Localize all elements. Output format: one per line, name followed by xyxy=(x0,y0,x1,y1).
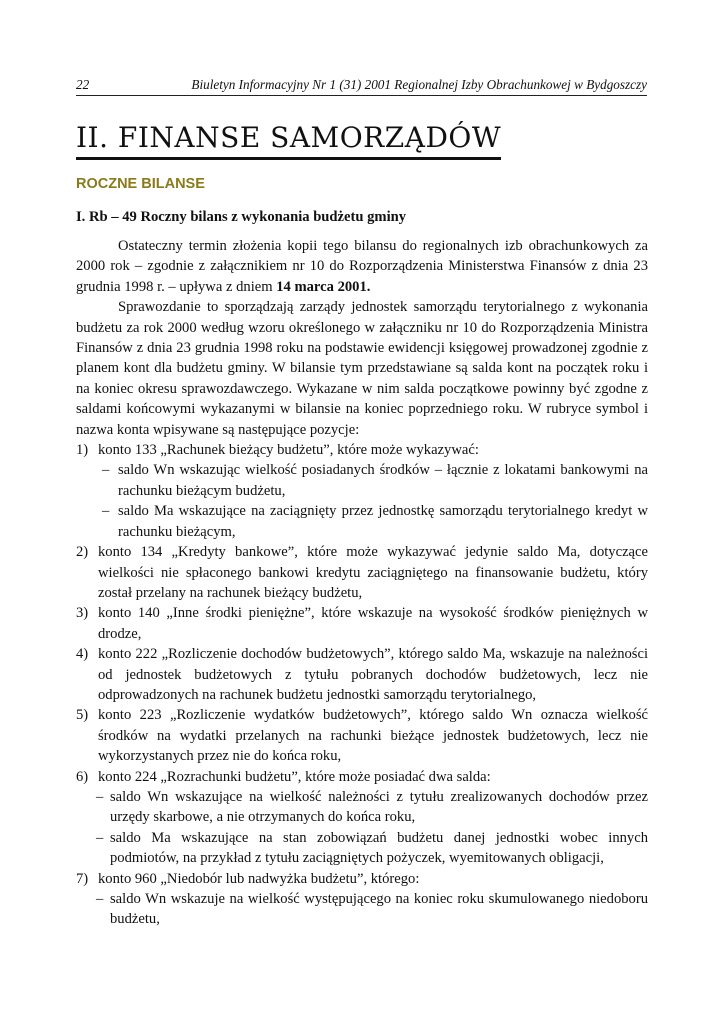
dash-mark: – xyxy=(102,503,110,520)
item-number: 4) xyxy=(76,646,89,663)
dash-mark: – xyxy=(96,891,104,907)
body-text xyxy=(76,236,648,930)
chapter-title: II. FINANSE SAMORZĄDÓW xyxy=(76,121,501,160)
list-item xyxy=(76,705,648,766)
dash-mark: – xyxy=(96,829,104,846)
sub-item-text: saldo Ma wskazujące na zaciągnięty przez jednostkę samorządu terytorialnego kredyt w rachunku bieżącym, xyxy=(118,503,648,540)
item-number: 2) xyxy=(76,544,89,561)
journal-title: Biuletyn Informacyjny Nr 1 (31) 2001 Regionalnej Izby Obrachunkowej w Bydgoszczy xyxy=(191,77,647,92)
paragraph-1-text: Ostateczny termin złożenia kopii tego bilansu do regionalnych izb obrachunkowych za 2000 rok – zgodnie z załącznikiem nr 10 do Rozporządzenia Ministerstwa Finansów z dnia 23 grudnia 1998 r. – upływa z dniem xyxy=(76,238,648,295)
list-item xyxy=(76,644,648,705)
page-number: 22 xyxy=(76,77,90,92)
list-item xyxy=(76,767,648,787)
item-text: konto 960 „Niedobór lub nadwyżka budżetu”, którego: xyxy=(98,870,420,887)
item-text: konto 134 „Kredyty bankowe”, które może wykazywać jedynie saldo Ma, dotyczące wielkości nie spłaconego bankowi kredytu zaciągniętego na finansowanie budżetu, który został przelany na rachunek bieżący budżetu, xyxy=(98,544,648,601)
sub-list-item xyxy=(76,460,648,501)
running-header xyxy=(76,77,647,96)
sub-item-text: saldo Wn wskazujące na wielkość należności z tytułu zrealizowanych dochodów przez urzędy skarbowe, a nie otrzymanych do końca roku, xyxy=(110,788,648,826)
sub-item-text: saldo Ma wskazujące na stan zobowiązań budżetu danej jednostki wobec innych podmiotów, na przykład z tytułu zaciągniętych pożyczek, wyemitowanych obligacji, xyxy=(110,829,648,867)
dash-mark: – xyxy=(96,788,104,805)
section-title: ROCZNE BILANSE xyxy=(76,176,205,192)
sub-list-item xyxy=(76,828,648,869)
item-number: 7) xyxy=(76,870,89,887)
sub-item-text: saldo Wn wskazując wielkość posiadanych środków – łącznie z lokatami bankowymi na rachunku bieżącym budżetu, xyxy=(118,462,648,499)
sub-item-text: saldo Wn wskazuje na wielkość występującego na koniec roku skumulowanego niedoboru budżetu, xyxy=(110,891,648,928)
list-item xyxy=(76,440,648,460)
list-item xyxy=(76,542,648,603)
item-number: 5) xyxy=(76,707,89,724)
item-text: konto 222 „Rozliczenie dochodów budżetowych”, którego saldo Ma, wskazuje na należności od jednostek budżetowych z tytułu pobranych dochodów budżetowych, lecz nie odprowadzonych na rachunek budżetu jednostki samorządu terytorialnego, xyxy=(98,646,648,703)
list-item xyxy=(76,869,648,889)
sub-list-item xyxy=(76,787,648,828)
subheading: I. Rb – 49 Roczny bilans z wykonania budżetu gminy xyxy=(76,209,407,225)
item-number: 6) xyxy=(76,768,89,785)
item-number: 1) xyxy=(76,442,89,459)
sub-list-item xyxy=(76,501,648,542)
paragraph-2: Sprawozdanie to sporządzają zarządy jednostek samorządu terytorialnego z wykonania budżetu za rok 2000 według wzoru określonego w załączniku nr 10 do Rozporządzenia Ministra Finansów z dnia 23 grudnia 1998 roku na podstawie ewidencji księgowej prowadzonej zgodnie z planem kont dla budżetu gminy. W bilansie tym przedstawiane są salda kont na początek roku i na koniec okresu sprawozdawczego. Wykazane w nim salda początkowe powinny być zgodne z saldami końcowymi wykazanymi w bilansie na koniec poprzedniego roku. W rubryce symbol i nazwa konta wpisywane są następujące pozycje: xyxy=(76,299,648,438)
item-number: 3) xyxy=(76,605,89,622)
item-text: konto 140 „Inne środki pieniężne”, które wskazuje na wysokość środków pieniężnych w drodze, xyxy=(98,605,648,642)
item-text: konto 223 „Rozliczenie wydatków budżetowych”, którego saldo Wn oznacza wielkość środków na wydatki przelanych na rachunki bieżące jednostek budżetowych, lecz nie wykorzystanych przez nie do końca roku, xyxy=(98,707,648,765)
item-text: konto 224 „Rozrachunki budżetu”, które może posiadać dwa salda: xyxy=(98,768,491,785)
deadline-date: 14 marca 2001. xyxy=(276,278,371,295)
dash-mark: – xyxy=(102,462,110,479)
list-item xyxy=(76,603,648,644)
item-text: konto 133 „Rachunek bieżący budżetu”, które może wykazywać: xyxy=(98,442,479,459)
paragraph-1 xyxy=(76,236,648,297)
sub-list-item xyxy=(76,889,648,930)
